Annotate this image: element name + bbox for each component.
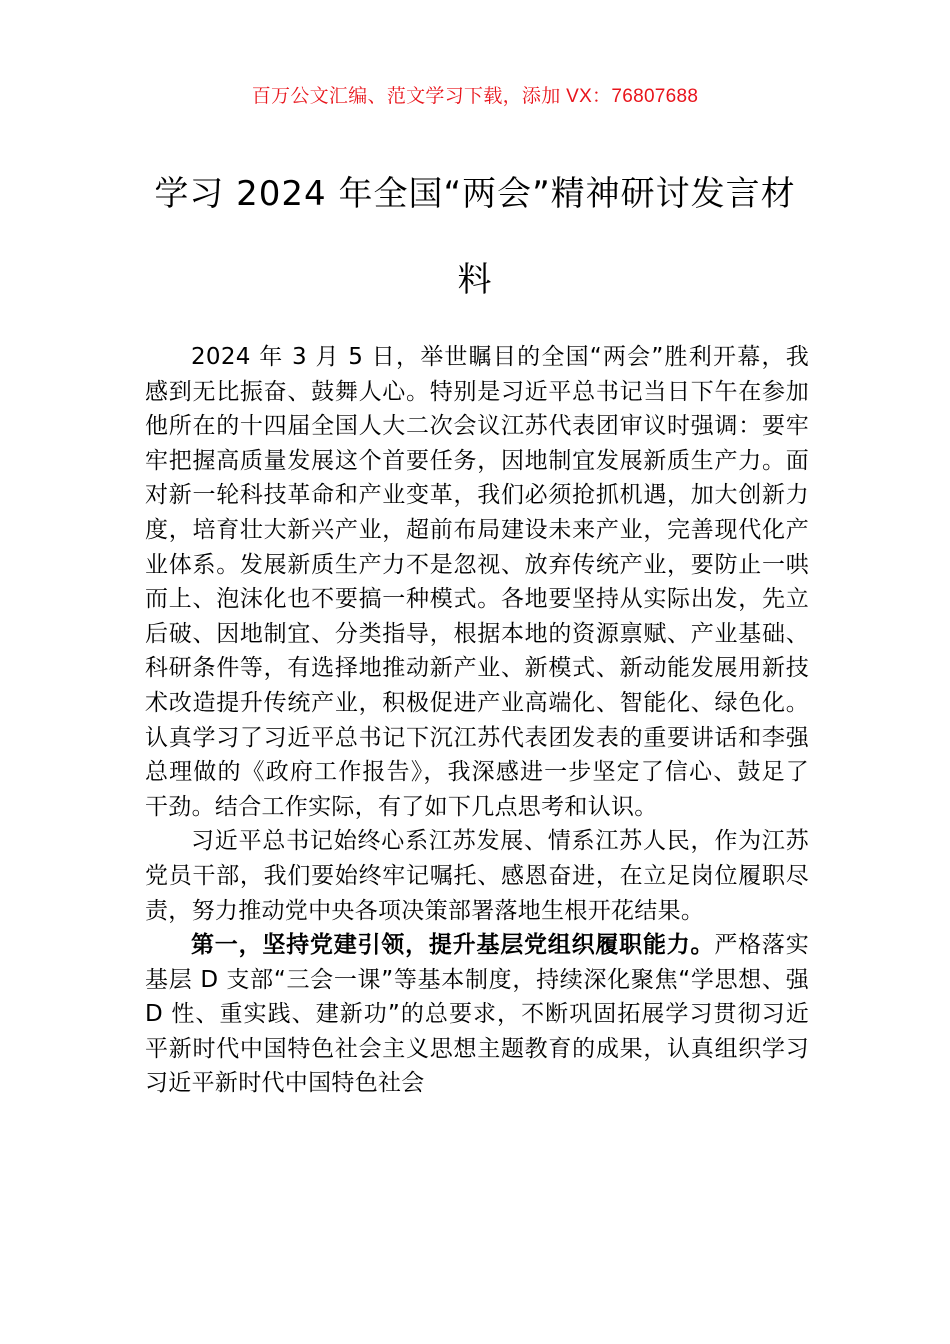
document-title: 学习 2024 年全国“两会”精神研讨发言材料: [154, 174, 796, 300]
paragraph-commitment: 习近平总书记始终心系江苏发展、情系江苏人民，作为江苏党员干部，我们要始终牢记嘱托、感恩奋进，在立足岗位履职尽责，努力推动党中央各项决策部署落地生根开花结果。: [145, 828, 809, 924]
point-one-heading: 第一，坚持党建引领，提升基层党组织履职能力。: [191, 932, 715, 959]
paragraph-intro: 2024 年 3 月 5 日，举世瞩目的全国“两会”胜利开幕，我感到无比振奋、鼓舞人心。特别是习近平总书记当日下午在参加他所在的十四届全国人大二次会议江苏代表团审议时强调：要牢牢把握高质量发展这个首要任务，因地制宜发展新质生产力。面对新一轮科技革命和产业变革，我们必须抢抓机遇，加大创新力度，培育壮大新兴产业，超前布局建设未来产业，完善现代化产业体系。发展新质生产力不是忽视、放弃传统产业，要防止一哄而上、泡沫化也不要搞一种模式。各地要坚持从实际出发，先立后破、因地制宜、分类指导，根据本地的资源禀赋、产业基础、科研条件等，有选择地推动新产业、新模式、新动能发展用新技术改造提升传统产业，积极促进产业高端化、智能化、绿色化。认真学习了习近平总书记下沉江苏代表团发表的重要讲话和李强总理做的《政府工作报告》，我深感进一步坚定了信心、鼓足了干劲。结合工作实际，有了如下几点思考和认识。: [145, 344, 809, 820]
document-body: [145, 340, 809, 1101]
paragraph-point-one: [145, 928, 809, 1101]
download-notice: 百万公文汇编、范文学习下载，添加 VX：76807688: [251, 86, 699, 107]
point-one-text: 严格落实基层 D 支部“三会一课”等基本制度，持续深化聚焦“学思想、强 D 性、重实践、建新功”的总要求，不断巩固拓展学习贯彻习近平新时代中国特色社会主义思想主题教育的成果，认真组织学习习近平新时代中国特色社会: [145, 932, 809, 1097]
